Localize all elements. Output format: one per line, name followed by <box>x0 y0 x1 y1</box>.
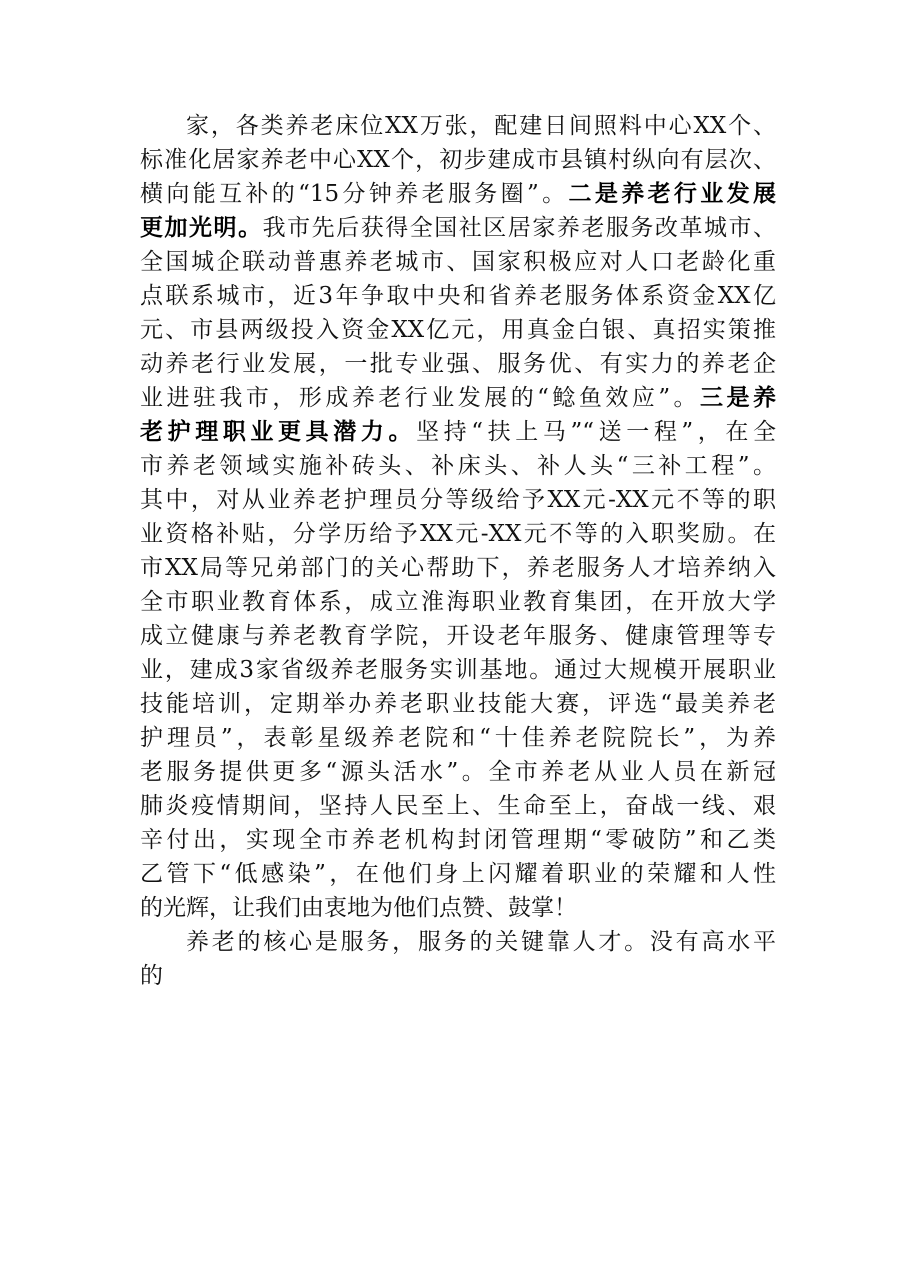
bold-heading-text: 更加光明。 <box>140 214 263 241</box>
text-line <box>140 109 776 143</box>
bold-heading-text: 三是养 <box>700 384 776 411</box>
text-line <box>140 483 776 517</box>
text-line <box>140 517 776 551</box>
text-line <box>140 415 776 449</box>
body-text-run: 其中，对从业养老护理员分等级给予XX元-XX元不等的职 <box>140 487 776 513</box>
text-line <box>140 687 776 721</box>
body-text-run: 全国城企联动普惠养老城市、国家积极应对人口老龄化重 <box>140 249 776 275</box>
text-line <box>140 143 776 177</box>
body-text-run: 业进驻我市，形成养老行业发展的“鲶鱼效应”。 <box>140 385 701 411</box>
text-line <box>140 449 776 483</box>
body-text-run: 辛付出，实现全市养老机构封闭管理期“零破防”和乙类 <box>140 827 776 853</box>
text-line <box>140 381 776 415</box>
body-text-run: 业，建成3家省级养老服务实训基地。通过大规模开展职业 <box>140 657 776 683</box>
body-text-run: 业资格补贴，分学历给予XX元-XX元不等的入职奖励。在 <box>140 521 776 547</box>
body-text-run: 老服务提供更多“源头活水”。全市养老从业人员在新冠 <box>140 759 776 785</box>
text-line <box>140 721 776 755</box>
body-text-run: 市养老领域实施补砖头、补床头、补人头“三补工程”。 <box>140 453 776 479</box>
body-text-run: 乙管下“低感染”，在他们身上闪耀着职业的荣耀和人性 <box>140 861 776 887</box>
body-text-run: 技能培训，定期举办养老职业技能大赛，评选“最美养老 <box>140 691 776 717</box>
text-line <box>140 789 776 823</box>
text-line <box>140 313 776 347</box>
bold-heading-text: 老护理职业更具潜力。 <box>140 418 417 445</box>
body-text-run: 坚持“扶上马”“送一程”，在全 <box>416 419 776 445</box>
text-line <box>140 925 776 959</box>
text-line <box>140 891 776 925</box>
text-line <box>140 823 776 857</box>
text-line <box>140 653 776 687</box>
text-line <box>140 857 776 891</box>
text-line <box>140 279 776 313</box>
body-text-run: 护理员”，表彰星级养老院和“十佳养老院院长”，为养 <box>140 725 776 751</box>
text-line <box>140 585 776 619</box>
text-line <box>140 211 776 245</box>
body-text-run: 家，各类养老床位XX万张，配建日间照料中心XX个、 <box>186 113 776 139</box>
bold-heading-text: 二是养老行业发展 <box>568 180 776 207</box>
body-text-run: 的 <box>140 963 163 989</box>
text-line <box>140 619 776 653</box>
body-text-run: 市XX局等兄弟部门的关心帮助下，养老服务人才培养纳入 <box>140 555 776 581</box>
body-text-run: 动养老行业发展，一批专业强、服务优、有实力的养老企 <box>140 351 776 377</box>
body-text-run: 横向能互补的“15分钟养老服务圈”。 <box>140 181 569 207</box>
body-text-run: 点联系城市，近3年争取中央和省养老服务体系资金XX亿 <box>140 283 776 309</box>
body-text-run: 成立健康与养老教育学院，开设老年服务、健康管理等专 <box>140 623 776 649</box>
text-line <box>140 551 776 585</box>
body-text-run: 养老的核心是服务，服务的关键靠人才。没有高水平 <box>186 929 776 955</box>
body-text-run: 全市职业教育体系，成立淮海职业教育集团，在开放大学 <box>140 589 776 615</box>
body-text-run: 标准化居家养老中心XX个，初步建成市县镇村纵向有层次、 <box>140 147 776 173</box>
text-line <box>140 177 776 211</box>
body-text <box>140 109 776 993</box>
text-line <box>140 245 776 279</box>
body-text-run: 肺炎疫情期间，坚持人民至上、生命至上，奋战一线、艰 <box>140 793 776 819</box>
text-line <box>140 959 776 993</box>
text-line <box>140 755 776 789</box>
body-text-run: 的光辉，让我们由衷地为他们点赞、鼓掌！ <box>140 895 577 921</box>
text-line <box>140 347 776 381</box>
body-text-run: 我市先后获得全国社区居家养老服务改革城市、 <box>262 215 776 241</box>
body-text-run: 元、市县两级投入资金XX亿元，用真金白银、真招实策推 <box>140 317 776 343</box>
